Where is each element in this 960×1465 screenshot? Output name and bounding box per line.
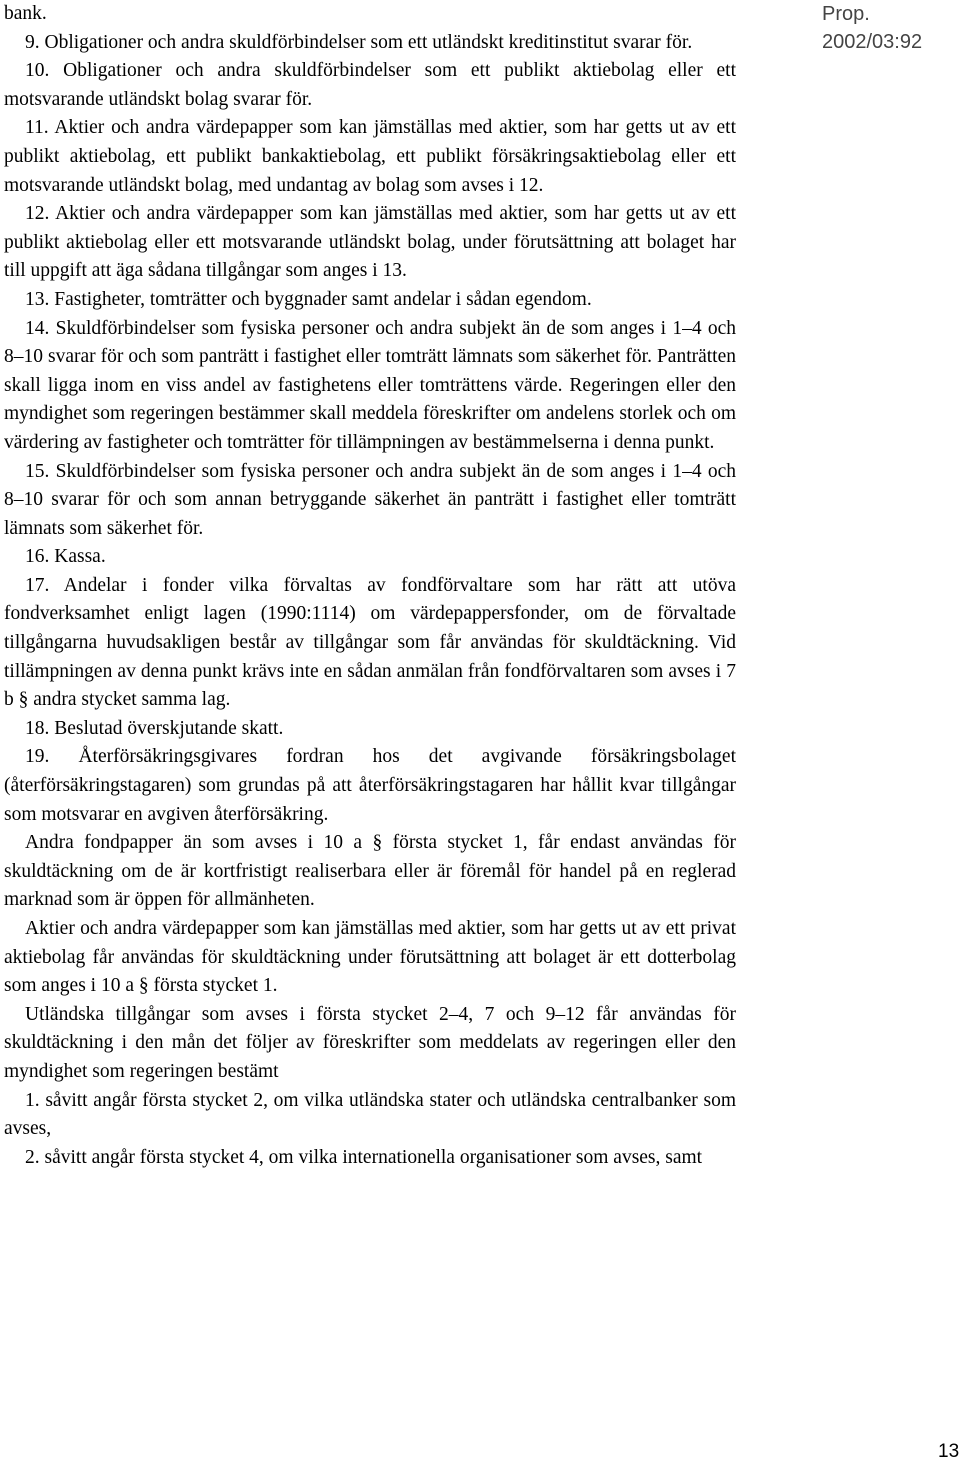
paragraph: 14. Skuldförbindelser som fysiska personer och andra subjekt än de som anges i 1–4 och 8–10 svarar för och som panträtt i fastighet eller tomträtt lämnats som säkerhet för. Panträtten skall ligga inom en viss andel av fastighetens eller tomträttens värde. Regeringen eller den myndighet som regeringen bestämmer skall meddela föreskrifter om andelens storlek och om värdering av fastigheter och tomträtter för tillämpningen av bestämmelserna i denna punkt. <box>4 317 736 453</box>
paragraph: Andra fondpapper än som avses i 10 a § första stycket 1, får endast användas för skuldtäckning om de är kortfristigt realiserbara eller är föremål för handel på en reglerad marknad som är öppen för allmänheten. <box>4 832 736 911</box>
paragraph: 13. Fastigheter, tomträtter och byggnader samt andelar i sådan egendom. <box>25 288 592 310</box>
paragraph: Utländska tillgångar som avses i första stycket 2–4, 7 och 9–12 får användas för skuldtäckning i den mån det följer av föreskrifter som meddelats av regeringen eller den myndighet som regeringen bestämt <box>4 1003 736 1082</box>
paragraph: 17. Andelar i fonder vilka förvaltas av fondförvaltare som har rätt att utöva fondverksamhet enligt lagen (1990:1114) om värdepappersfonder, om de förvaltade tillgångarna huvudsakligen består av tillgångar som får användas för skuldtäckning. Vid tillämpningen av denna punkt krävs inte en sådan anmälan från fondförvaltaren som avses i 7 b § andra stycket samma lag. <box>4 574 736 711</box>
paragraph: 10. Obligationer och andra skuldförbindelser som ett publikt aktiebolag eller ett motsvarande utländskt bolag svarar för. <box>4 60 736 110</box>
paragraph: 18. Beslutad överskjutande skatt. <box>25 717 284 739</box>
paragraph: 12. Aktier och andra värdepapper som kan jämställas med aktier, som har getts ut av ett publikt aktiebolag eller ett motsvarande utländskt bolag, under förutsättning att bolaget har till uppgift att äga sådana tillgångar som anges i 13. <box>4 203 736 282</box>
paragraph: 15. Skuldförbindelser som fysiska personer och andra subjekt än de som anges i 1–4 och 8–10 svarar för och som annan betryggande säkerhet än panträtt i fastighet eller tomträtt lämnats som säkerhet för. <box>4 460 736 539</box>
paragraph: 11. Aktier och andra värdepapper som kan jämställas med aktier, som har getts ut av ett publikt aktiebolag, ett publikt bankaktiebolag, ett publikt försäkringsaktiebolag eller ett motsvarande utländskt bolag, med undantag av bolag som avses i 12. <box>4 117 736 196</box>
document-reference: Prop. 2002/03:92 <box>822 3 923 53</box>
paragraph: 1. såvitt angår första stycket 2, om vilka utländska stater och utländska centralbanker som avses, <box>4 1089 736 1140</box>
paragraph: 16. Kassa. <box>25 546 106 568</box>
document-body <box>4 0 736 1172</box>
paragraph: 9. Obligationer och andra skuldförbindelser som ett utländskt kreditinstitut svarar för. <box>25 31 693 53</box>
paragraph: bank. <box>4 3 47 24</box>
paragraph: 19. Återförsäkringsgivares fordran hos det avgivande försäkringsbolaget (återförsäkringstagaren) som grundas på att återförsäkringstagaren har hållit kvar tillgångar som motsvarar en avgiven återförsäkring. <box>4 746 736 825</box>
paragraph: Aktier och andra värdepapper som kan jämställas med aktier, som har getts ut av ett privat aktiebolag får användas för skuldtäckning under förutsättning att bolaget är ett dotterbolag som anges i 10 a § första stycket 1. <box>4 918 736 997</box>
page-number: 13 <box>938 1441 960 1462</box>
paragraph: 2. såvitt angår första stycket 4, om vilka internationella organisationer som avses, samt <box>25 1146 703 1168</box>
